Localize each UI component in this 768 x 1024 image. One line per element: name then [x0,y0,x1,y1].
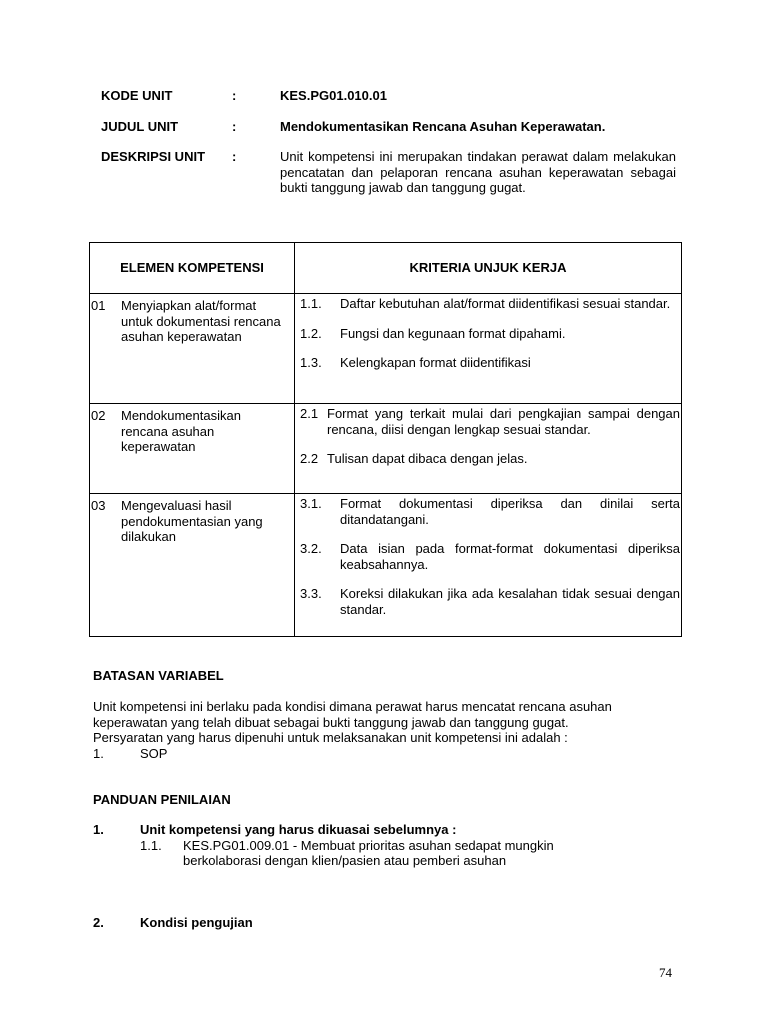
panduan-subitem-text: KES.PG01.009.01 - Membuat prioritas asuhan sedapat mungkin [183,838,554,853]
criteria-text: Format dokumentasi diperiksa dan dinilai serta ditandatangani. [340,496,680,527]
criteria-number: 1.2. [300,325,322,341]
panduan-item-title: Unit kompetensi yang harus dikuasai sebelumnya : [140,822,457,837]
criteria-text: Format yang terkait mulai dari pengkajian sampai dengan rencana, diisi dengan lengkap sesuai standar. [327,406,680,437]
criteria-item [300,496,680,527]
criteria-number: 2.2 [300,451,319,466]
criteria-item [300,451,680,467]
criteria-text: Data isian pada format-format dokumentasi diperiksa keabsahannya. [340,541,680,572]
element-cell [90,294,295,404]
table-row [90,294,682,404]
competency-table [89,242,682,637]
criteria-item [300,586,680,617]
element-cell [90,494,295,637]
kode-unit-value: KES.PG01.010.01 [280,88,387,103]
deskripsi-unit-colon: : [232,149,237,164]
batasan-variabel-heading: BATASAN VARIABEL [93,668,224,683]
panduan-item-number: 1. [93,822,104,837]
judul-unit-label: JUDUL UNIT [101,119,179,134]
panduan-penilaian-heading: PANDUAN PENILAIAN [93,792,231,807]
criteria-number: 1.1. [300,296,322,311]
panduan-item-title: Kondisi pengujian [140,915,253,930]
batasan-variabel-requirement: Persyaratan yang harus dipenuhi untuk melaksanakan unit kompetensi ini adalah : [93,730,568,745]
criteria-text: Daftar kebutuhan alat/format diidentifikasi sesuai standar. [340,296,671,311]
batasan-item-text: SOP [140,746,168,761]
criteria-number: 3.1. [300,496,322,511]
criteria-item [300,326,680,342]
element-cell [90,404,295,494]
judul-unit-value: Mendokumentasikan Rencana Asuhan Keperawatan. [280,119,606,134]
panduan-item-number: 2. [93,915,104,930]
criteria-item [300,355,680,371]
element-number: 03 [91,498,106,513]
criteria-cell [295,404,682,494]
element-text: Menyiapkan alat/format untuk dokumentasi rencana asuhan keperawatan [121,298,281,344]
deskripsi-unit-value: Unit kompetensi ini merupakan tindakan perawat dalam melakukan pencatatan dan pelaporan rencana asuhan keperawatan sebagai bukti tanggung jawab dan tanggung gugat. [280,149,676,195]
deskripsi-unit-label: DESKRIPSI UNIT [101,149,206,164]
criteria-cell [295,294,682,404]
kode-unit-colon: : [232,88,237,103]
col-header-kriteria: KRITERIA UNJUK KERJA [295,243,682,294]
panduan-subitem-number: 1.1. [140,838,162,853]
table-row [90,404,682,494]
table-row [90,494,682,637]
element-number: 02 [91,408,106,423]
element-text: Mengevaluasi hasil pendokumentasian yang dilakukan [121,498,263,544]
page-number: 74 [659,965,672,980]
criteria-text: Fungsi dan kegunaan format dipahami. [340,325,566,341]
criteria-item [300,296,680,312]
criteria-number: 1.3. [300,355,322,370]
batasan-item-number: 1. [93,746,104,761]
panduan-subitem-text-cont: berkolaborasi dengan klien/pasien atau pemberi asuhan [183,853,507,868]
judul-unit-colon: : [232,119,237,134]
table-header-row [90,243,682,294]
criteria-number: 3.2. [300,541,322,556]
criteria-item [300,541,680,572]
criteria-cell [295,494,682,637]
element-number: 01 [91,298,106,313]
criteria-number: 2.1 [300,406,319,421]
criteria-text: Tulisan dapat dibaca dengan jelas. [327,451,528,466]
criteria-text: Koreksi dilakukan jika ada kesalahan tidak sesuai dengan standar. [340,586,680,617]
batasan-variabel-paragraph: Unit kompetensi ini berlaku pada kondisi dimana perawat harus mencatat rencana asuhan keperawatan yang telah dibuat sebagai bukti tanggung jawab dan tanggung gugat. [93,699,612,730]
criteria-number: 3.3. [300,586,322,601]
criteria-text: Kelengkapan format diidentifikasi [340,355,531,370]
kode-unit-label: KODE UNIT [101,88,173,103]
col-header-elemen: ELEMEN KOMPETENSI [90,243,295,294]
criteria-item [300,406,680,437]
element-text: Mendokumentasikan rencana asuhan keperawatan [121,408,241,454]
